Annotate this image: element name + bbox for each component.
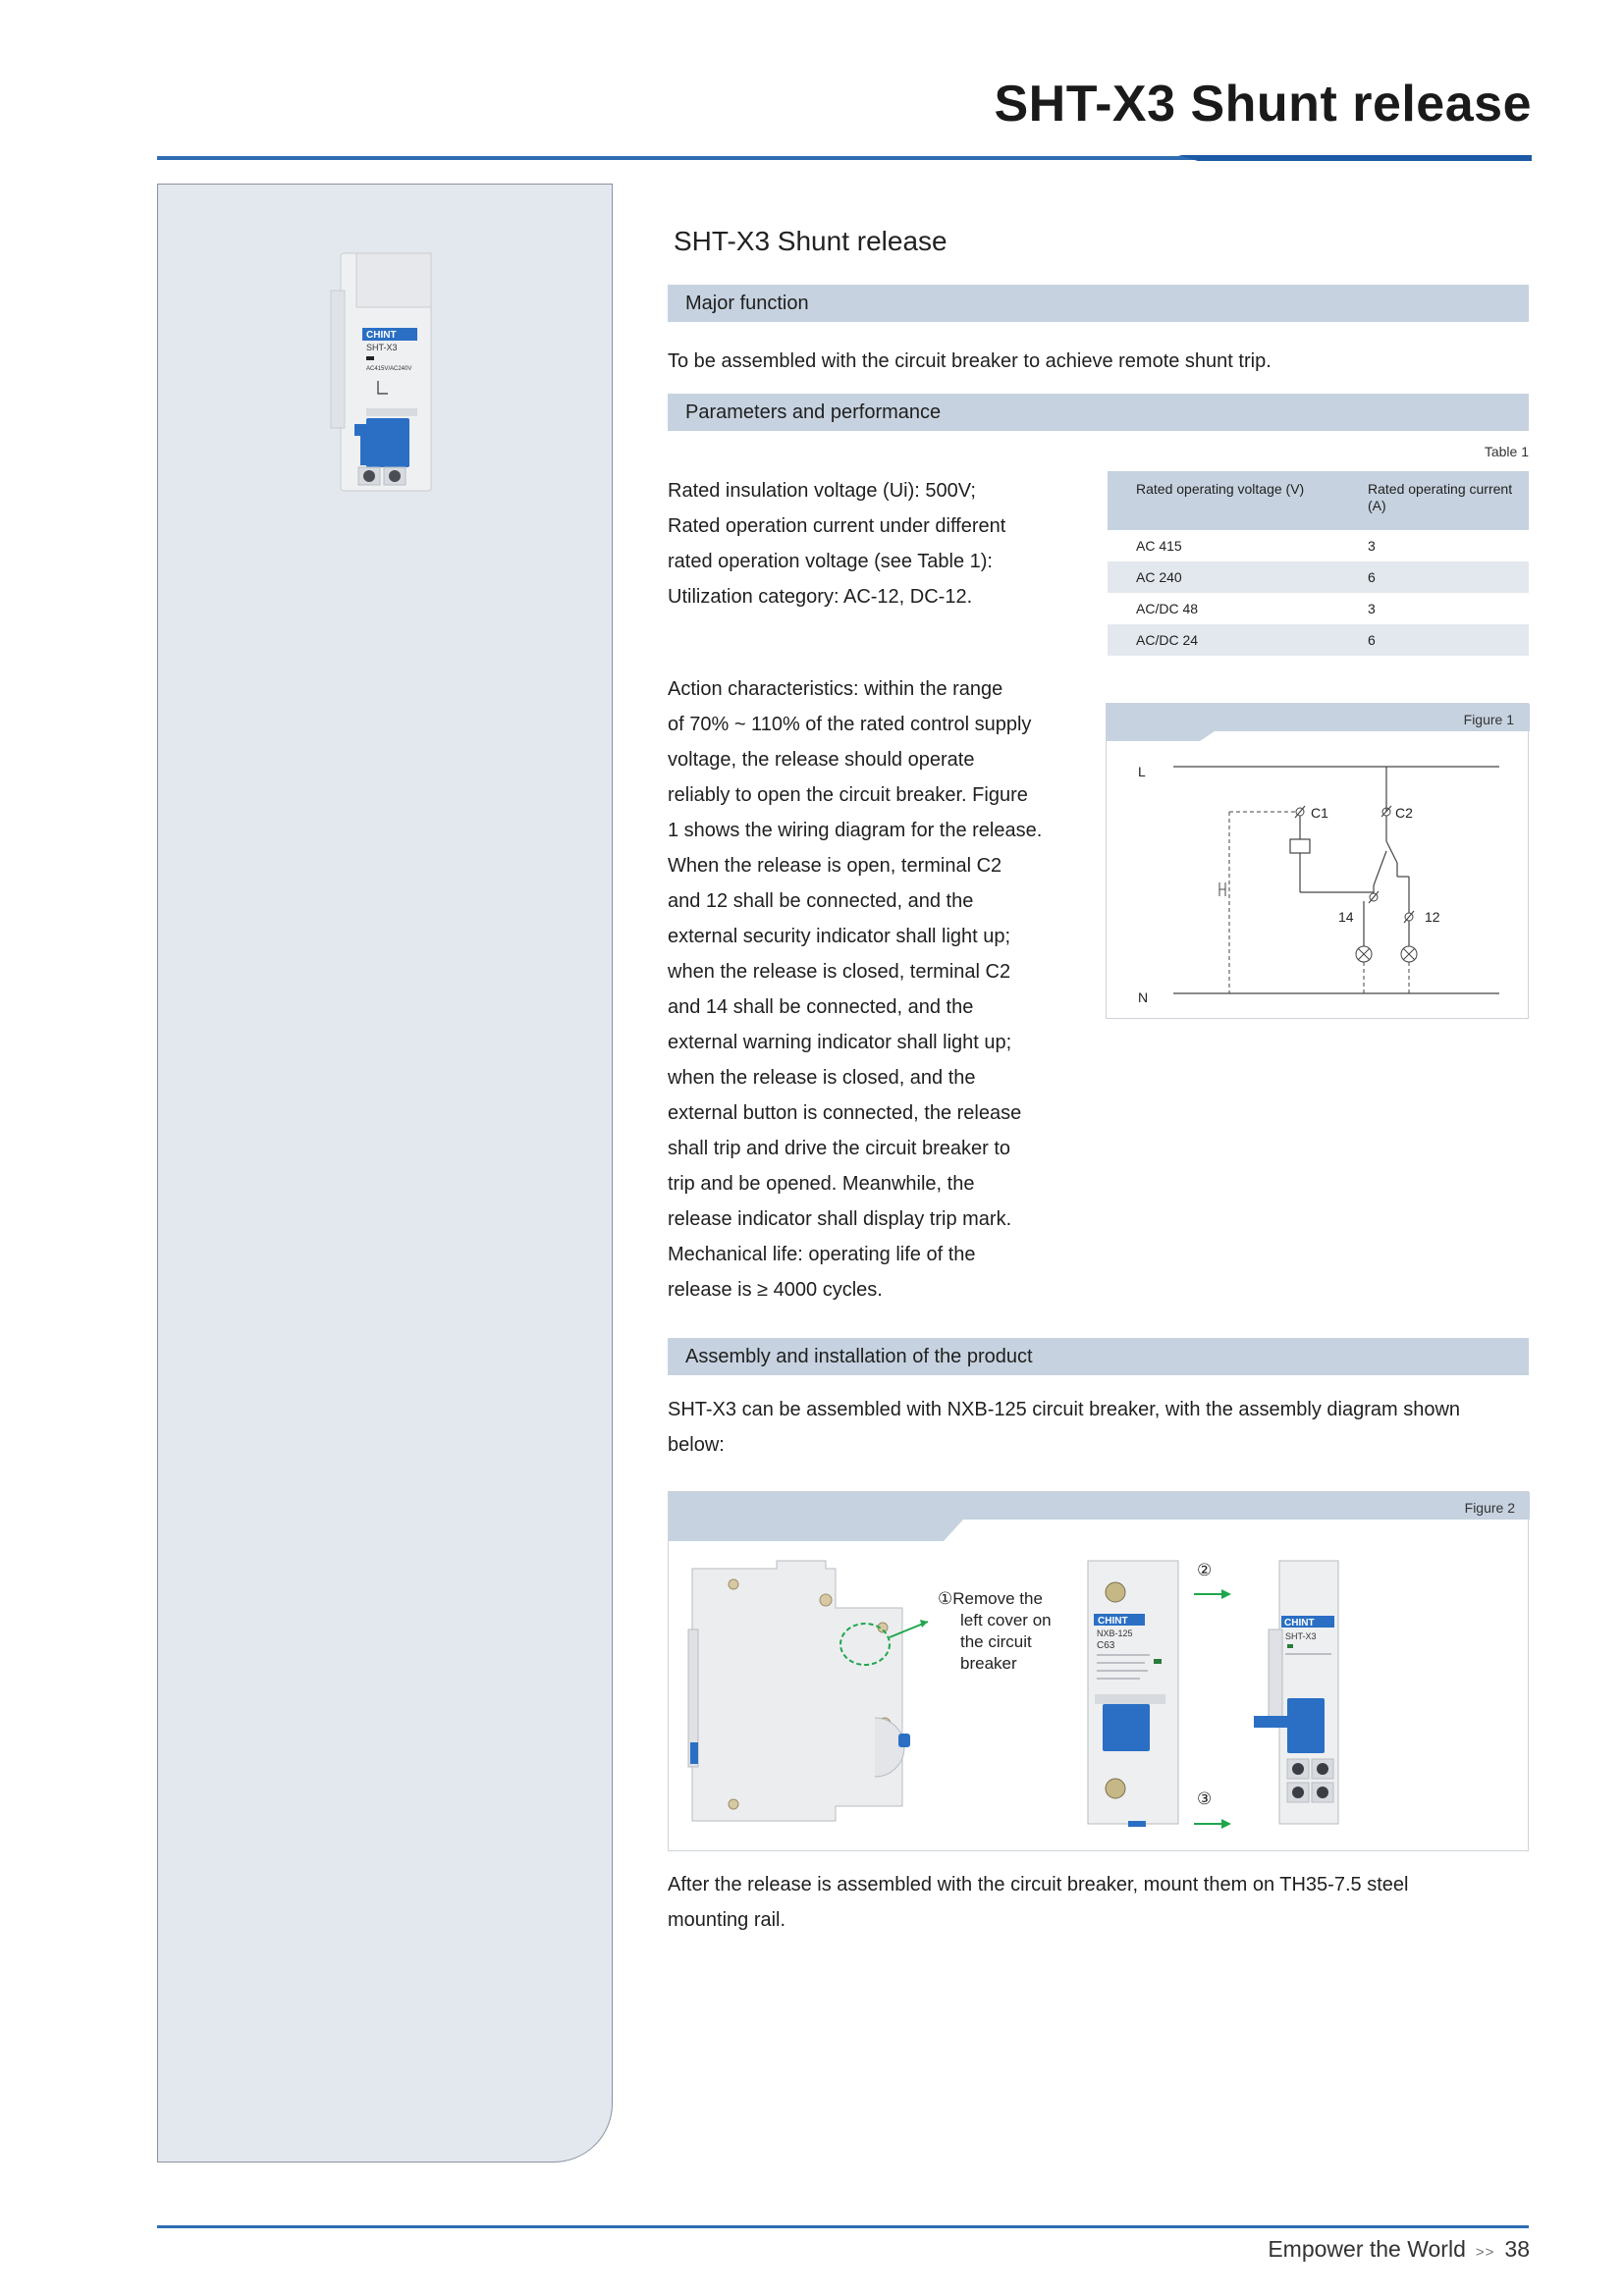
table-header-row <box>1108 471 1529 530</box>
figure-1-caption: Figure 1 <box>1463 712 1514 727</box>
breaker-brand: CHINT <box>1098 1616 1128 1627</box>
action-line: of 70% ~ 110% of the rated control supply <box>668 714 1032 735</box>
title-rule <box>157 155 1532 161</box>
assembly-line: SHT-X3 can be assembled with NXB-125 circuit breaker, with the assembly diagram shown <box>668 1399 1461 1420</box>
assembly-line: below: <box>668 1434 725 1456</box>
table-cell: 3 <box>1368 538 1376 554</box>
product-photo <box>327 251 445 492</box>
figure-2-assembly-diagram <box>668 1491 1529 1851</box>
action-line: release is ≥ 4000 cycles. <box>668 1279 883 1301</box>
action-line: external security indicator shall light up; <box>668 926 1011 947</box>
ratings-table <box>1108 471 1529 656</box>
after-assembly-text <box>668 1867 1408 1938</box>
table-cell: 3 <box>1368 601 1376 616</box>
after-line: mounting rail. <box>668 1909 786 1931</box>
parameters-line: Rated operation current under different <box>668 515 1006 537</box>
after-line: After the release is assembled with the circuit breaker, mount them on TH35-7.5 steel <box>668 1874 1409 1896</box>
wire-label-N: N <box>1138 989 1149 1005</box>
action-line: When the release is open, terminal C2 <box>668 855 1002 877</box>
assembly-text <box>668 1392 1460 1463</box>
table-row <box>1108 624 1529 656</box>
assembly-heading: Assembly and installation of the product <box>668 1338 1529 1375</box>
table-cell: AC 240 <box>1108 561 1339 593</box>
action-line: shall trip and drive the circuit breaker to <box>668 1138 1011 1159</box>
table-row <box>1108 530 1529 561</box>
breaker-side-view <box>688 1561 928 1821</box>
action-line: when the release is closed, and the <box>668 1067 976 1089</box>
page-title: SHT-X3 Shunt release <box>994 76 1532 133</box>
terminal-label-C1: C1 <box>1311 805 1328 821</box>
step-3-label: ③ <box>1197 1789 1213 1808</box>
figure-1-wiring-diagram <box>1106 703 1529 1019</box>
footer-slogan: Empower the World <box>1268 2236 1466 2262</box>
release-front-view <box>1254 1561 1338 1824</box>
release-brand: CHINT <box>1284 1618 1315 1629</box>
action-line: external button is connected, the release <box>668 1102 1022 1124</box>
action-line: trip and be opened. Meanwhile, the <box>668 1173 975 1195</box>
page-number: 38 <box>1504 2236 1530 2262</box>
table-header-voltage: Rated operating voltage (V) <box>1108 471 1339 530</box>
footer-rule <box>157 2225 1529 2228</box>
breaker-model: NXB-125 <box>1097 1629 1133 1638</box>
parameters-text <box>668 473 1005 614</box>
terminal-label-14: 14 <box>1338 909 1354 925</box>
table-cell: AC 415 <box>1136 538 1182 554</box>
step-1-label: left cover on <box>960 1611 1052 1629</box>
step-2-label: ② <box>1197 1561 1213 1579</box>
parameters-line: Utilization category: AC-12, DC-12. <box>668 586 973 608</box>
major-function-heading: Major function <box>668 285 1529 322</box>
table-row <box>1108 593 1529 624</box>
action-line: Mechanical life: operating life of the <box>668 1244 976 1265</box>
sidebar-panel <box>157 184 613 2163</box>
action-line: and 12 shall be connected, and the <box>668 890 974 912</box>
terminal-label-C2: C2 <box>1395 805 1413 821</box>
action-characteristics-text <box>668 671 1042 1308</box>
parameters-line: rated operation voltage (see Table 1): <box>668 551 993 572</box>
action-line: Action characteristics: within the range <box>668 678 1003 700</box>
action-line: release indicator shall display trip mark. <box>668 1208 1012 1230</box>
action-line: and 14 shall be connected, and the <box>668 996 974 1018</box>
figure-2-caption: Figure 2 <box>1464 1500 1515 1516</box>
action-line: reliably to open the circuit breaker. Figure <box>668 784 1028 806</box>
product-model: SHT-X3 <box>366 343 398 352</box>
step-1-label: ①Remove the <box>938 1589 1043 1608</box>
parameters-line: Rated insulation voltage (Ui): 500V; <box>668 480 976 502</box>
wire-label-L: L <box>1138 764 1146 779</box>
table-row <box>1108 561 1529 593</box>
terminal-label-12: 12 <box>1425 909 1440 925</box>
parameters-heading: Parameters and performance <box>668 394 1529 431</box>
product-rating: AC415V/AC240V <box>366 366 412 372</box>
table-cell: AC/DC 48 <box>1136 601 1199 616</box>
table-cell: AC/DC 24 <box>1108 624 1339 656</box>
table-cell: 6 <box>1339 624 1529 656</box>
table-header-current: Rated operating current (A) <box>1339 471 1529 530</box>
action-line: voltage, the release should operate <box>668 749 975 771</box>
step-1-label: breaker <box>960 1654 1017 1673</box>
table-caption: Table 1 <box>1484 444 1529 459</box>
release-model: SHT-X3 <box>1285 1631 1317 1641</box>
page-footer <box>1268 2236 1530 2263</box>
breaker-rating: C63 <box>1097 1640 1115 1651</box>
table-cell: 6 <box>1339 561 1529 593</box>
breaker-front-view <box>1088 1561 1178 1827</box>
major-function-text: To be assembled with the circuit breaker to achieve remote shunt trip. <box>668 350 1272 372</box>
action-line: external warning indicator shall light up; <box>668 1032 1012 1053</box>
footer-separator: >> <box>1475 2244 1495 2261</box>
step-1-label: the circuit <box>960 1632 1032 1651</box>
product-brand: CHINT <box>366 330 397 341</box>
section-title: SHT-X3 Shunt release <box>674 226 947 256</box>
action-line: when the release is closed, terminal C2 <box>668 961 1011 983</box>
action-line: 1 shows the wiring diagram for the release. <box>668 820 1043 841</box>
